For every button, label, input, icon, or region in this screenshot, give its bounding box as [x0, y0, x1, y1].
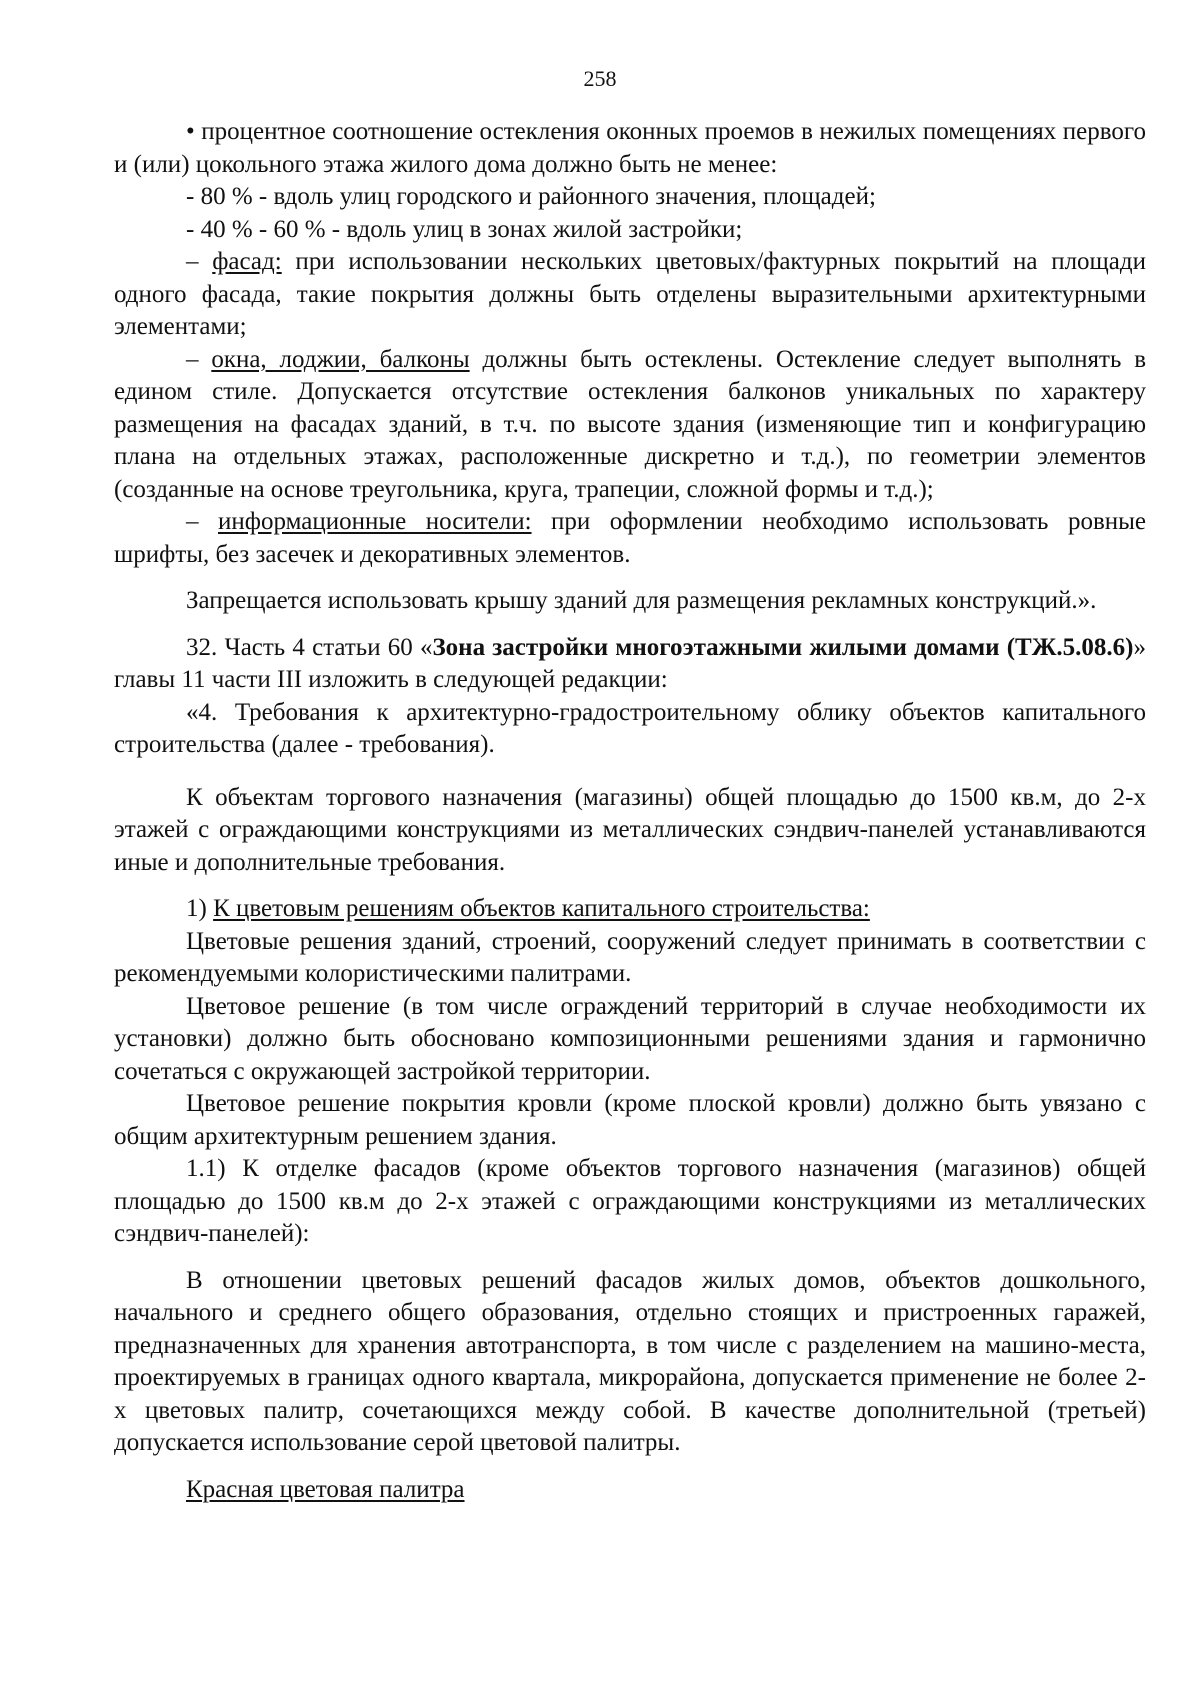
- heading-red-palette: [114, 1474, 1146, 1507]
- paragraph-info-carriers: [114, 506, 1146, 571]
- item-number: 1): [186, 895, 214, 922]
- term-windows: окна, лоджии, балконы: [211, 345, 470, 373]
- paragraph-color-fences: Цветовое решение (в том числе ограждений территорий в случае необходимости их установки) должно быть обосновано композиционными решениями здания и гармонично сочетаться с окружающей застройкой территории.: [114, 992, 1146, 1085]
- paragraph-text: при оформлении необходимо использовать ровные шрифты, без засечек и декоративных элементов.: [114, 508, 1147, 568]
- term-info-carriers: информационные носители:: [218, 508, 532, 535]
- paragraph-roof-color: Цветовое решение покрытия кровли (кроме плоской кровли) должно быть увязано с общим архитектурным решением здания.: [114, 1090, 1146, 1150]
- paragraph-facade-finish: 1.1) К отделке фасадов (кроме объектов торгового назначения (магазинов) общей площадью до 1500 кв.м до 2-х этажей с ограждающими конструкциями из металлических сэндвич-панелей):: [114, 1155, 1146, 1247]
- paragraph-trade-objects: К объектам торгового назначения (магазины) общей площадью до 1500 кв.м, до 2-х этажей с ограждающими конструкциями из металлических сэндвич-панелей устанавливаются иные и дополнительные требования.: [114, 783, 1146, 876]
- heading-text: Красная цветовая палитра: [186, 1475, 465, 1503]
- paragraph-text: должны быть остеклены. Остекление следует выполнять в едином стиле. Допускается отсутствие остекления балконов уникальных по характеру размещения на фасадах зданий, в т.ч. по высоте здания (изменяющие тип и конфигурацию плана на отдельных этажах, расположенные дискретно и т.д.), по геометрии элементов (созданные на основе треугольника, круга, трапеции, сложной формы и т.д.);: [114, 345, 1146, 503]
- paragraph-color-palettes: Цветовые решения зданий, строений, сооружений следует принимать в соответствии с рекомендуемыми колористическими палитрами.: [114, 927, 1146, 987]
- dash: –: [186, 248, 213, 275]
- paragraph-windows: [114, 344, 1146, 507]
- heading-text: К цветовым решениям объектов капитального строительства:: [213, 895, 870, 922]
- paragraph-glazing-80: - 80 % - вдоль улиц городского и районного значения, площадей;: [186, 183, 876, 210]
- paragraph-requirements: «4. Требования к архитектурно-градостроительному облику объектов капитального строительства (далее - требования).: [114, 698, 1146, 758]
- zone-title: Зона застройки многоэтажными жилыми домами (ТЖ.5.08.6): [432, 633, 1134, 661]
- paragraph-residential-palettes: В отношении цветовых решений фасадов жилых домов, объектов дошкольного, начального и среднего общего образования, отдельно стоящих и пристроенных гаражей, предназначенных для хранения автотранспорта, в том числе с разделением на машино-места, проектируемых в границах одного квартала, микрорайона, допускается применение не более 2-х цветовых палитр, сочетающихся между собой. В качестве дополнительной (третьей) допускается использование серой цветовой палитры.: [114, 1266, 1146, 1456]
- term-facade: фасад:: [212, 248, 282, 275]
- paragraph-glazing-40-60: - 40 % - 60 % - вдоль улиц в зонах жилой застройки;: [186, 215, 743, 243]
- paragraph-text: » главы 11 части III изложить в следующей редакции:: [114, 633, 1146, 693]
- document-body: [114, 116, 1146, 1506]
- dash: –: [186, 345, 212, 373]
- paragraph-text: при использовании нескольких цветовых/фактурных покрытий на площади одного фасада, такие покрытия должны быть отделены выразительными архитектурными элементами;: [114, 248, 1146, 340]
- paragraph-roof-ads: Запрещается использовать крышу зданий для размещения рекламных конструкций.».: [186, 587, 1097, 614]
- paragraph-item-32: [114, 632, 1146, 697]
- paragraph-text: 32. Часть 4 статьи 60 «: [186, 633, 433, 661]
- heading-color-solutions: [114, 893, 1146, 926]
- dash: –: [186, 508, 218, 535]
- paragraph-facade: [114, 246, 1146, 344]
- page-number: 258: [583, 66, 617, 91]
- paragraph-glazing-ratio: • процентное соотношение остекления оконных проемов в нежилых помещениях первого и (или) цокольного этажа жилого дома должно быть не менее:: [114, 118, 1146, 178]
